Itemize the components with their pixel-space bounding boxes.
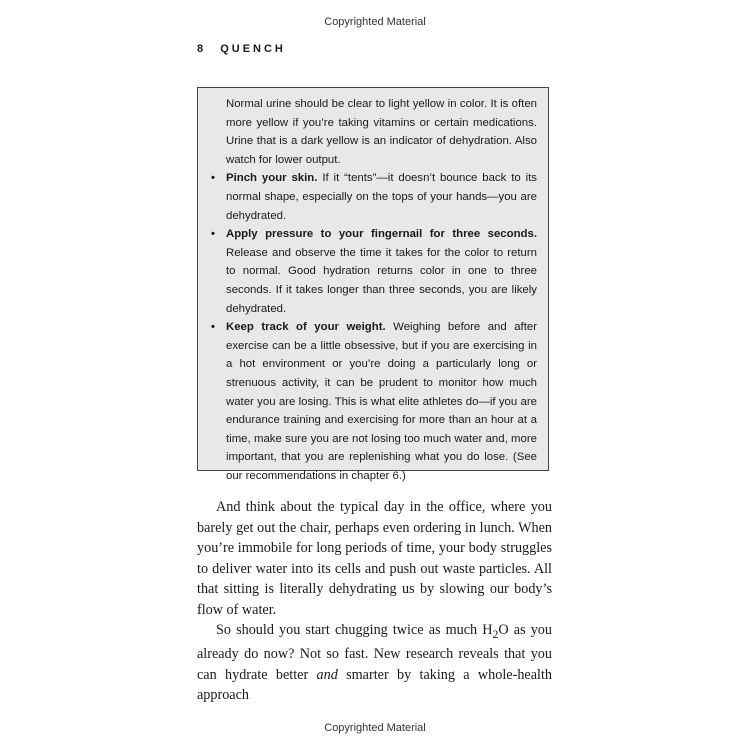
sidebar-list <box>211 169 537 485</box>
sidebar-item-text: Weighing before and after exercise can be a little obsessive, but if you are exercising in a hot environment or you’re doing a particularly long or strenuous activity, it can be prudent to monitor how much water you are losing. This is what elite athletes do—if you are endurance training and exercising for more than an hour at a time, make sure you are not losing too much water and, more important, that you are replenishing what you do lose. (See our recommendations in chapter 6.) <box>226 321 537 482</box>
body-paragraph: And think about the typical day in the office, where you barely get out the chair, perhaps even ordering in lunch. When you’re immobile for long periods of time, your body struggles to deliver water into its cells and push out waste particles. All that sitting is literally dehydrating us by slowing our body’s flow of water. <box>197 499 552 618</box>
formula-subscript: 2 <box>492 626 499 641</box>
sidebar-item-pinch-skin <box>211 169 537 225</box>
paragraph-text: as you already do now? Not so fast. New research reveals that you can hydrate better <box>197 622 552 683</box>
body-paragraph <box>197 620 552 706</box>
sidebar-item-fingernail <box>211 225 537 318</box>
bullet-icon: • <box>211 172 215 185</box>
formula-h: H <box>482 622 493 638</box>
formula-o: O <box>498 622 509 638</box>
sidebar-intro: Normal urine should be clear to light yellow in color. It is often more yellow if you’re taking vitamins or certain medications. Urine that is a dark yellow is an indicator of dehydration. Also watch for lower output. <box>226 98 537 166</box>
copyright-footer: Copyrighted Material <box>324 722 426 734</box>
bullet-icon: • <box>211 228 215 241</box>
sidebar-item-lead: Keep track of your weight. <box>226 321 386 334</box>
emphasis-text: and <box>316 666 338 683</box>
body-text <box>197 497 552 706</box>
paragraph-text: So should you start chugging twice as much <box>216 622 483 638</box>
water-formula <box>482 622 509 641</box>
bullet-icon: • <box>211 321 215 334</box>
paragraph-text: smarter by taking a whole-health approach <box>197 666 552 704</box>
sidebar-item-lead: Pinch your skin. <box>226 172 318 185</box>
page-number: 8 <box>197 43 204 55</box>
copyright-header: Copyrighted Material <box>324 16 426 28</box>
running-title: QUENCH <box>220 43 286 55</box>
sidebar-item-text: If it “tents”—it doesn’t bounce back to its normal shape, especially on the tops of your hands—you are dehydrated. <box>226 172 537 222</box>
running-head <box>197 43 286 55</box>
sidebar-item-text: Release and observe the time it takes for the color to return to normal. Good hydration returns color in one to three seconds. If it takes longer than three seconds, you are likely dehydrated. <box>226 246 537 315</box>
sidebar-item-lead: Apply pressure to your fingernail for three seconds. <box>226 228 537 241</box>
sidebar-item-weight <box>211 318 537 485</box>
hydration-check-sidebar <box>197 87 549 482</box>
